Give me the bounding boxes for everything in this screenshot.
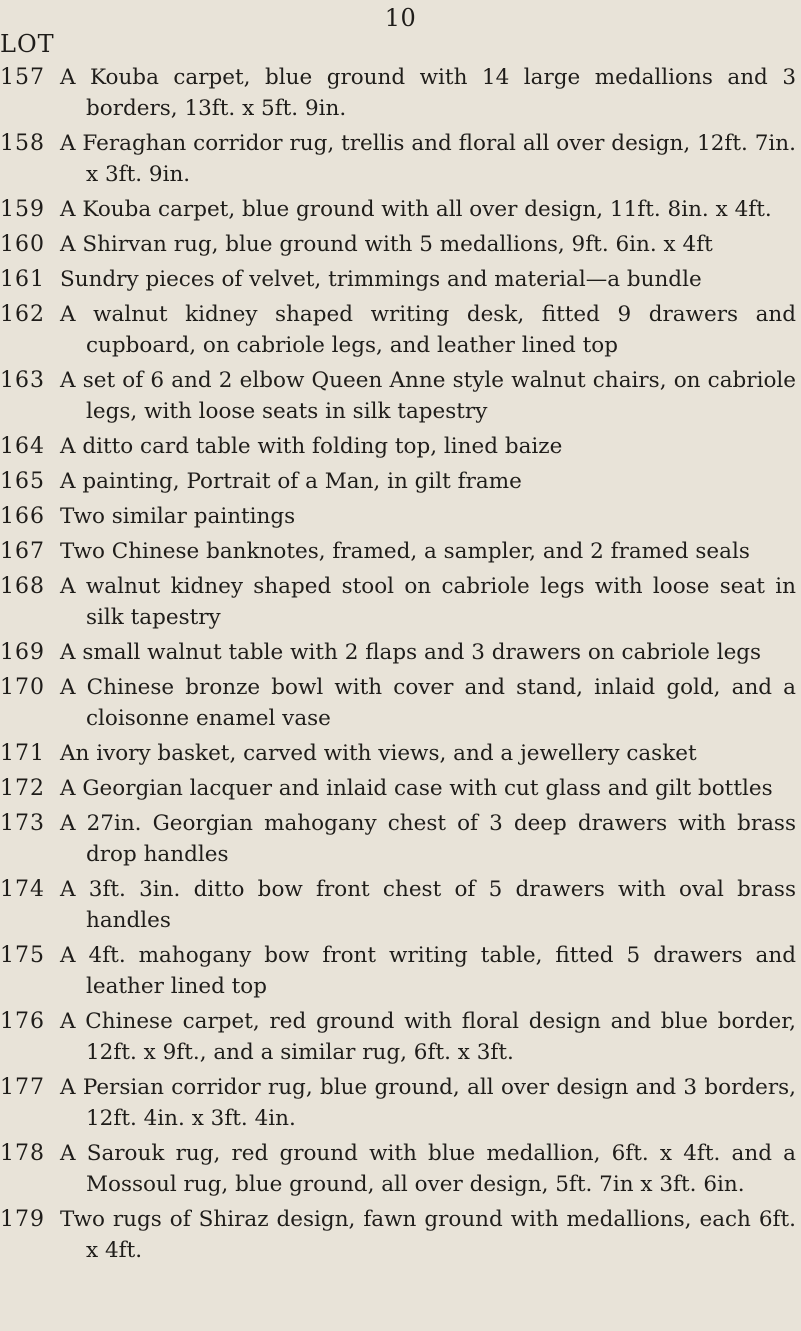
lot-number: 161 [0, 267, 45, 292]
lot-entry [0, 501, 801, 532]
lot-entry [0, 773, 801, 804]
lot-number: 174 [0, 877, 45, 902]
lot-description: A Kouba carpet, blue ground with all over design, 11ft. 8in. x 4ft. [60, 197, 772, 222]
lot-description: A Shirvan rug, blue ground with 5 medallions, 9ft. 6in. x 4ft [60, 232, 713, 257]
lot-number: 175 [0, 943, 45, 968]
lot-description: A walnut kidney shaped writing desk, fitted 9 drawers and cupboard, on cabriole legs, and leather lined top [60, 302, 796, 358]
lot-number: 164 [0, 434, 45, 459]
lot-entry [0, 466, 801, 497]
lot-entry [0, 808, 801, 870]
lot-description: A 3ft. 3in. ditto bow front chest of 5 drawers with oval brass handles [60, 877, 796, 933]
lot-description: Two rugs of Shiraz design, fawn ground with medallions, each 6ft. x 4ft. [60, 1207, 796, 1263]
lot-list [0, 62, 801, 1270]
lot-description: An ivory basket, carved with views, and a jewellery casket [60, 741, 697, 766]
lot-number: 158 [0, 131, 45, 156]
lot-number: 168 [0, 574, 45, 599]
lot-entry [0, 874, 801, 936]
lot-entry [0, 1138, 801, 1200]
lot-entry [0, 940, 801, 1002]
lot-number: 169 [0, 640, 45, 665]
lot-entry [0, 128, 801, 190]
lot-number: 159 [0, 197, 45, 222]
lot-number: 163 [0, 368, 45, 393]
lot-entry [0, 299, 801, 361]
lot-description: A set of 6 and 2 elbow Queen Anne style walnut chairs, on cabriole legs, with loose seats in silk tapestry [60, 368, 796, 424]
lot-entry [0, 536, 801, 567]
lot-number: 178 [0, 1141, 45, 1166]
lot-description: A Georgian lacquer and inlaid case with cut glass and gilt bottles [60, 776, 773, 801]
lot-number: 179 [0, 1207, 45, 1232]
lot-description: A Feraghan corridor rug, trellis and floral all over design, 12ft. 7in. x 3ft. 9in. [60, 131, 796, 187]
lot-description: A 27in. Georgian mahogany chest of 3 deep drawers with brass drop handles [60, 811, 796, 867]
lot-entry [0, 194, 801, 225]
lot-number: 166 [0, 504, 45, 529]
lot-entry [0, 672, 801, 734]
lot-number: 162 [0, 302, 45, 327]
lot-number: 173 [0, 811, 45, 836]
lot-number: 177 [0, 1075, 45, 1100]
lot-entry [0, 431, 801, 462]
lot-description: A small walnut table with 2 flaps and 3 drawers on cabriole legs [60, 640, 762, 665]
lot-entry [0, 1204, 801, 1266]
lot-description: A Kouba carpet, blue ground with 14 large medallions and 3 borders, 13ft. x 5ft. 9in. [60, 65, 796, 121]
lot-number: 170 [0, 675, 45, 700]
lot-description: A painting, Portrait of a Man, in gilt frame [60, 469, 522, 494]
lot-description: A Sarouk rug, red ground with blue medallion, 6ft. x 4ft. and a Mossoul rug, blue ground, all over design, 5ft. 7in x 3ft. 6in. [60, 1141, 796, 1197]
lot-entry [0, 264, 801, 295]
lot-number: 176 [0, 1009, 45, 1034]
lot-entry [0, 1072, 801, 1134]
lot-entry [0, 62, 801, 124]
lot-description: A 4ft. mahogany bow front writing table, fitted 5 drawers and leather lined top [60, 943, 796, 999]
lot-description: Two Chinese banknotes, framed, a sampler, and 2 framed seals [60, 539, 750, 564]
lot-description: A ditto card table with folding top, lined baize [60, 434, 563, 459]
lot-entry [0, 365, 801, 427]
lot-number: 157 [0, 65, 45, 90]
lot-description: A Chinese bronze bowl with cover and stand, inlaid gold, and a cloisonne enamel vase [60, 675, 796, 731]
lot-column-header: LOT [0, 30, 55, 58]
lot-description: A Chinese carpet, red ground with floral design and blue border, 12ft. x 9ft., and a similar rug, 6ft. x 3ft. [60, 1009, 796, 1065]
lot-description: Two similar paintings [60, 504, 296, 529]
lot-entry [0, 571, 801, 633]
lot-number: 165 [0, 469, 45, 494]
lot-entry [0, 738, 801, 769]
page-number: 10 [384, 4, 417, 32]
lot-entry [0, 229, 801, 260]
lot-description: A walnut kidney shaped stool on cabriole legs with loose seat in silk tapestry [60, 574, 796, 630]
lot-number: 171 [0, 741, 45, 766]
lot-description: Sundry pieces of velvet, trimmings and material—a bundle [60, 267, 702, 292]
lot-description: A Persian corridor rug, blue ground, all over design and 3 borders, 12ft. 4in. x 3ft. 4in. [60, 1075, 796, 1131]
lot-entry [0, 1006, 801, 1068]
lot-number: 167 [0, 539, 45, 564]
lot-number: 172 [0, 776, 45, 801]
lot-entry [0, 637, 801, 668]
lot-number: 160 [0, 232, 45, 257]
